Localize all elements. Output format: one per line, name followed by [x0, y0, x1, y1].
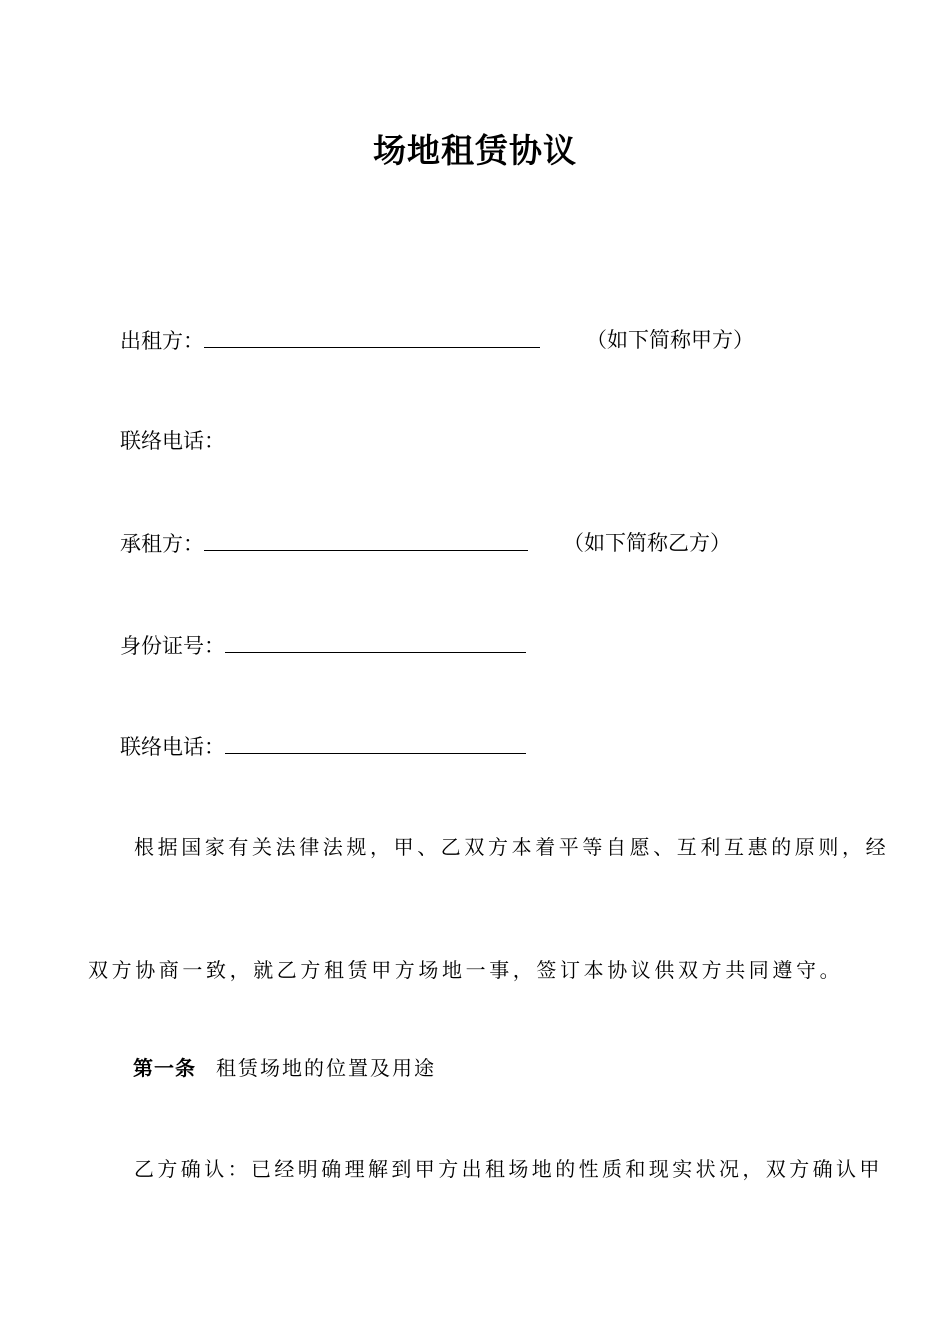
lessee-phone-label: 联络电话：	[120, 735, 225, 759]
lessor-row	[120, 325, 540, 355]
lessee-phone-blank-line	[225, 731, 526, 754]
lessor-label: 出租方：	[120, 329, 204, 353]
article-1-title: 租赁场地的位置及用途	[216, 1056, 436, 1080]
document-title: 场地租赁协议	[373, 131, 577, 170]
lessor-note: （如下简称甲方）	[586, 328, 754, 352]
lessee-id-row	[120, 630, 526, 660]
article-1-heading	[133, 1053, 436, 1083]
lessor-phone-label: 联络电话：	[120, 429, 225, 453]
lessor-phone-row	[120, 426, 225, 456]
lessee-id-blank-line	[225, 630, 526, 653]
lessee-row	[120, 528, 528, 558]
lessee-phone-row	[120, 731, 526, 761]
lessee-note: （如下简称乙方）	[563, 531, 731, 555]
lessee-label: 承租方：	[120, 532, 204, 556]
lessee-blank-line	[204, 528, 528, 551]
lessor-blank-line	[204, 325, 540, 348]
preamble-line-1: 根据国家有关法律法规，甲、乙双方本着平等自愿、互利互惠的原则，经	[134, 835, 890, 859]
article-1-number: 第一条	[133, 1056, 196, 1080]
preamble-line-2: 双方协商一致，就乙方租赁甲方场地一事，签订本协议供双方共同遵守。	[88, 958, 844, 982]
lessee-id-label: 身份证号：	[120, 634, 225, 658]
article-1-text-line-1: 乙方确认：已经明确理解到甲方出租场地的性质和现实状况，双方确认甲	[134, 1157, 883, 1181]
